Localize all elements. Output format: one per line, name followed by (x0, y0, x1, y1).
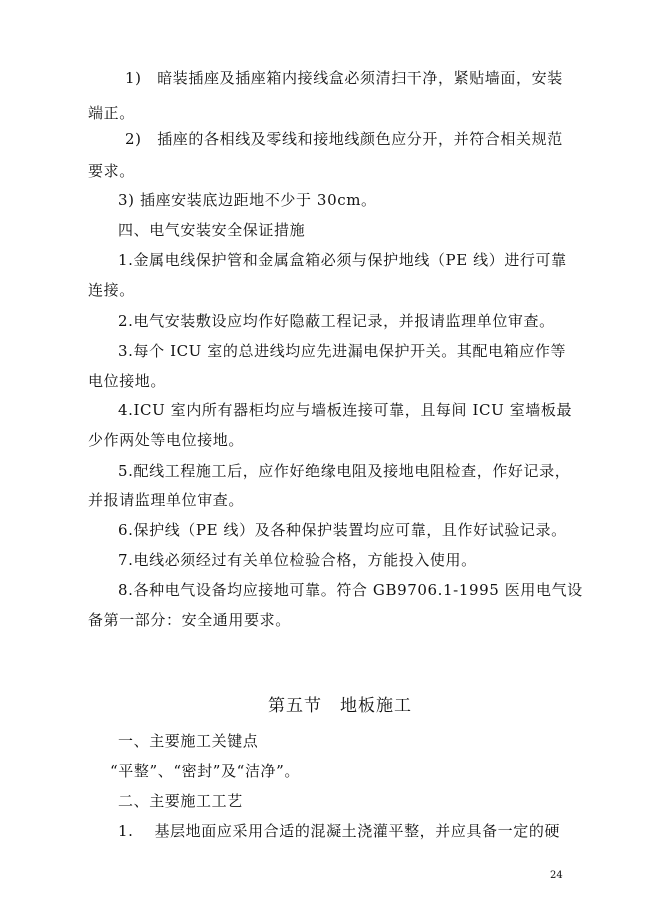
paragraph-line: 7.电线必须经过有关单位检验合格，方能投入使用。 (118, 551, 477, 569)
subsection-heading: 四、电气安装安全保证措施 (118, 221, 306, 239)
paragraph-line: 6.保护线（PE 线）及各种保护装置均应可靠，且作好试验记录。 (118, 521, 567, 539)
section-title: 第五节 地板施工 (268, 696, 412, 716)
paragraph-line: 1.金属电线保护管和金属盒箱必须与保护地线（PE 线）进行可靠 (118, 251, 567, 269)
paragraph-line: 3) 插座安装底边距地不少于 30cm。 (118, 191, 377, 209)
page-number: 24 (550, 870, 563, 881)
paragraph-line: 连接。 (88, 281, 135, 299)
paragraph-line: 备第一部分：安全通用要求。 (88, 611, 291, 629)
paragraph-line: 要求。 (88, 162, 135, 180)
paragraph-line: 8.各种电气设备均应接地可靠。符合 GB9706.1-1995 医用电气设 (118, 581, 583, 599)
paragraph-line: 3.每个 ICU 室的总进线均应先进漏电保护开关。其配电箱应作等 (118, 342, 567, 360)
paragraph-line: 端正。 (88, 104, 135, 122)
paragraph-line: 1) 暗装插座及插座箱内接线盒必须清扫干净，紧贴墙面，安装 (125, 69, 563, 87)
paragraph-line: 少作两处等电位接地。 (88, 431, 245, 449)
paragraph-line: “平整”、“密封”及“洁净”。 (110, 762, 301, 780)
subsection-heading: 一、主要施工关键点 (118, 732, 259, 750)
paragraph-line: 4.ICU 室内所有器柜均应与墙板连接可靠，且每间 ICU 室墙板最 (118, 401, 573, 419)
subsection-heading: 二、主要施工工艺 (118, 792, 243, 810)
paragraph-line: 并报请监理单位审查。 (88, 491, 245, 509)
paragraph-line: 电位接地。 (88, 372, 167, 390)
paragraph-line: 2.电气安装敷设应均作好隐蔽工程记录，并报请监理单位审查。 (118, 312, 555, 330)
paragraph-line: 2) 插座的各相线及零线和接地线颜色应分开，并符合相关规范 (125, 130, 563, 148)
paragraph-line: 5.配线工程施工后，应作好绝缘电阻及接地电阻检查，作好记录， (118, 462, 571, 480)
paragraph-line: 1. 基层地面应采用合适的混凝土浇灌平整，并应具备一定的硬 (118, 822, 561, 840)
